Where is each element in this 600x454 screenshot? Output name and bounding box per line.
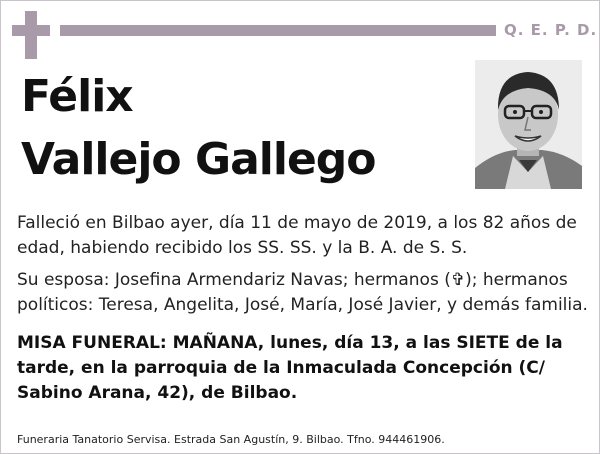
- funeral-home-footer: Funeraria Tanatorio Servisa. Estrada San Agustín, 9. Bilbao. Tfno. 944461906.: [17, 433, 445, 446]
- deceased-first-name: Félix: [21, 71, 133, 122]
- death-notice-text: Falleció en Bilbao ayer, día 11 de mayo de 2019, a los 82 años de edad, habiendo recibido los SS. SS. y la B. A. de S. S.: [17, 213, 577, 258]
- qepd-label: Q. E. P. D.: [504, 21, 598, 39]
- portrait-photo: [475, 60, 582, 189]
- cross-icon-bar: [12, 25, 50, 36]
- funeral-mass-text: MISA FUNERAL: MAÑANA, lunes, día 13, a las SIETE de la tarde, en la parroquia de la Inmaculada Concepción (C/ Sabino Arana, 42), de Bilbao.: [17, 333, 563, 403]
- portrait-illustration: [475, 60, 582, 189]
- deceased-surnames: Vallejo Gallego: [21, 134, 376, 185]
- family-text: Su esposa: Josefina Armendariz Navas; hermanos (✞); hermanos políticos: Teresa, Angelita, José, María, José Javier, y demás familia.: [17, 270, 588, 315]
- header-rule: [60, 25, 496, 36]
